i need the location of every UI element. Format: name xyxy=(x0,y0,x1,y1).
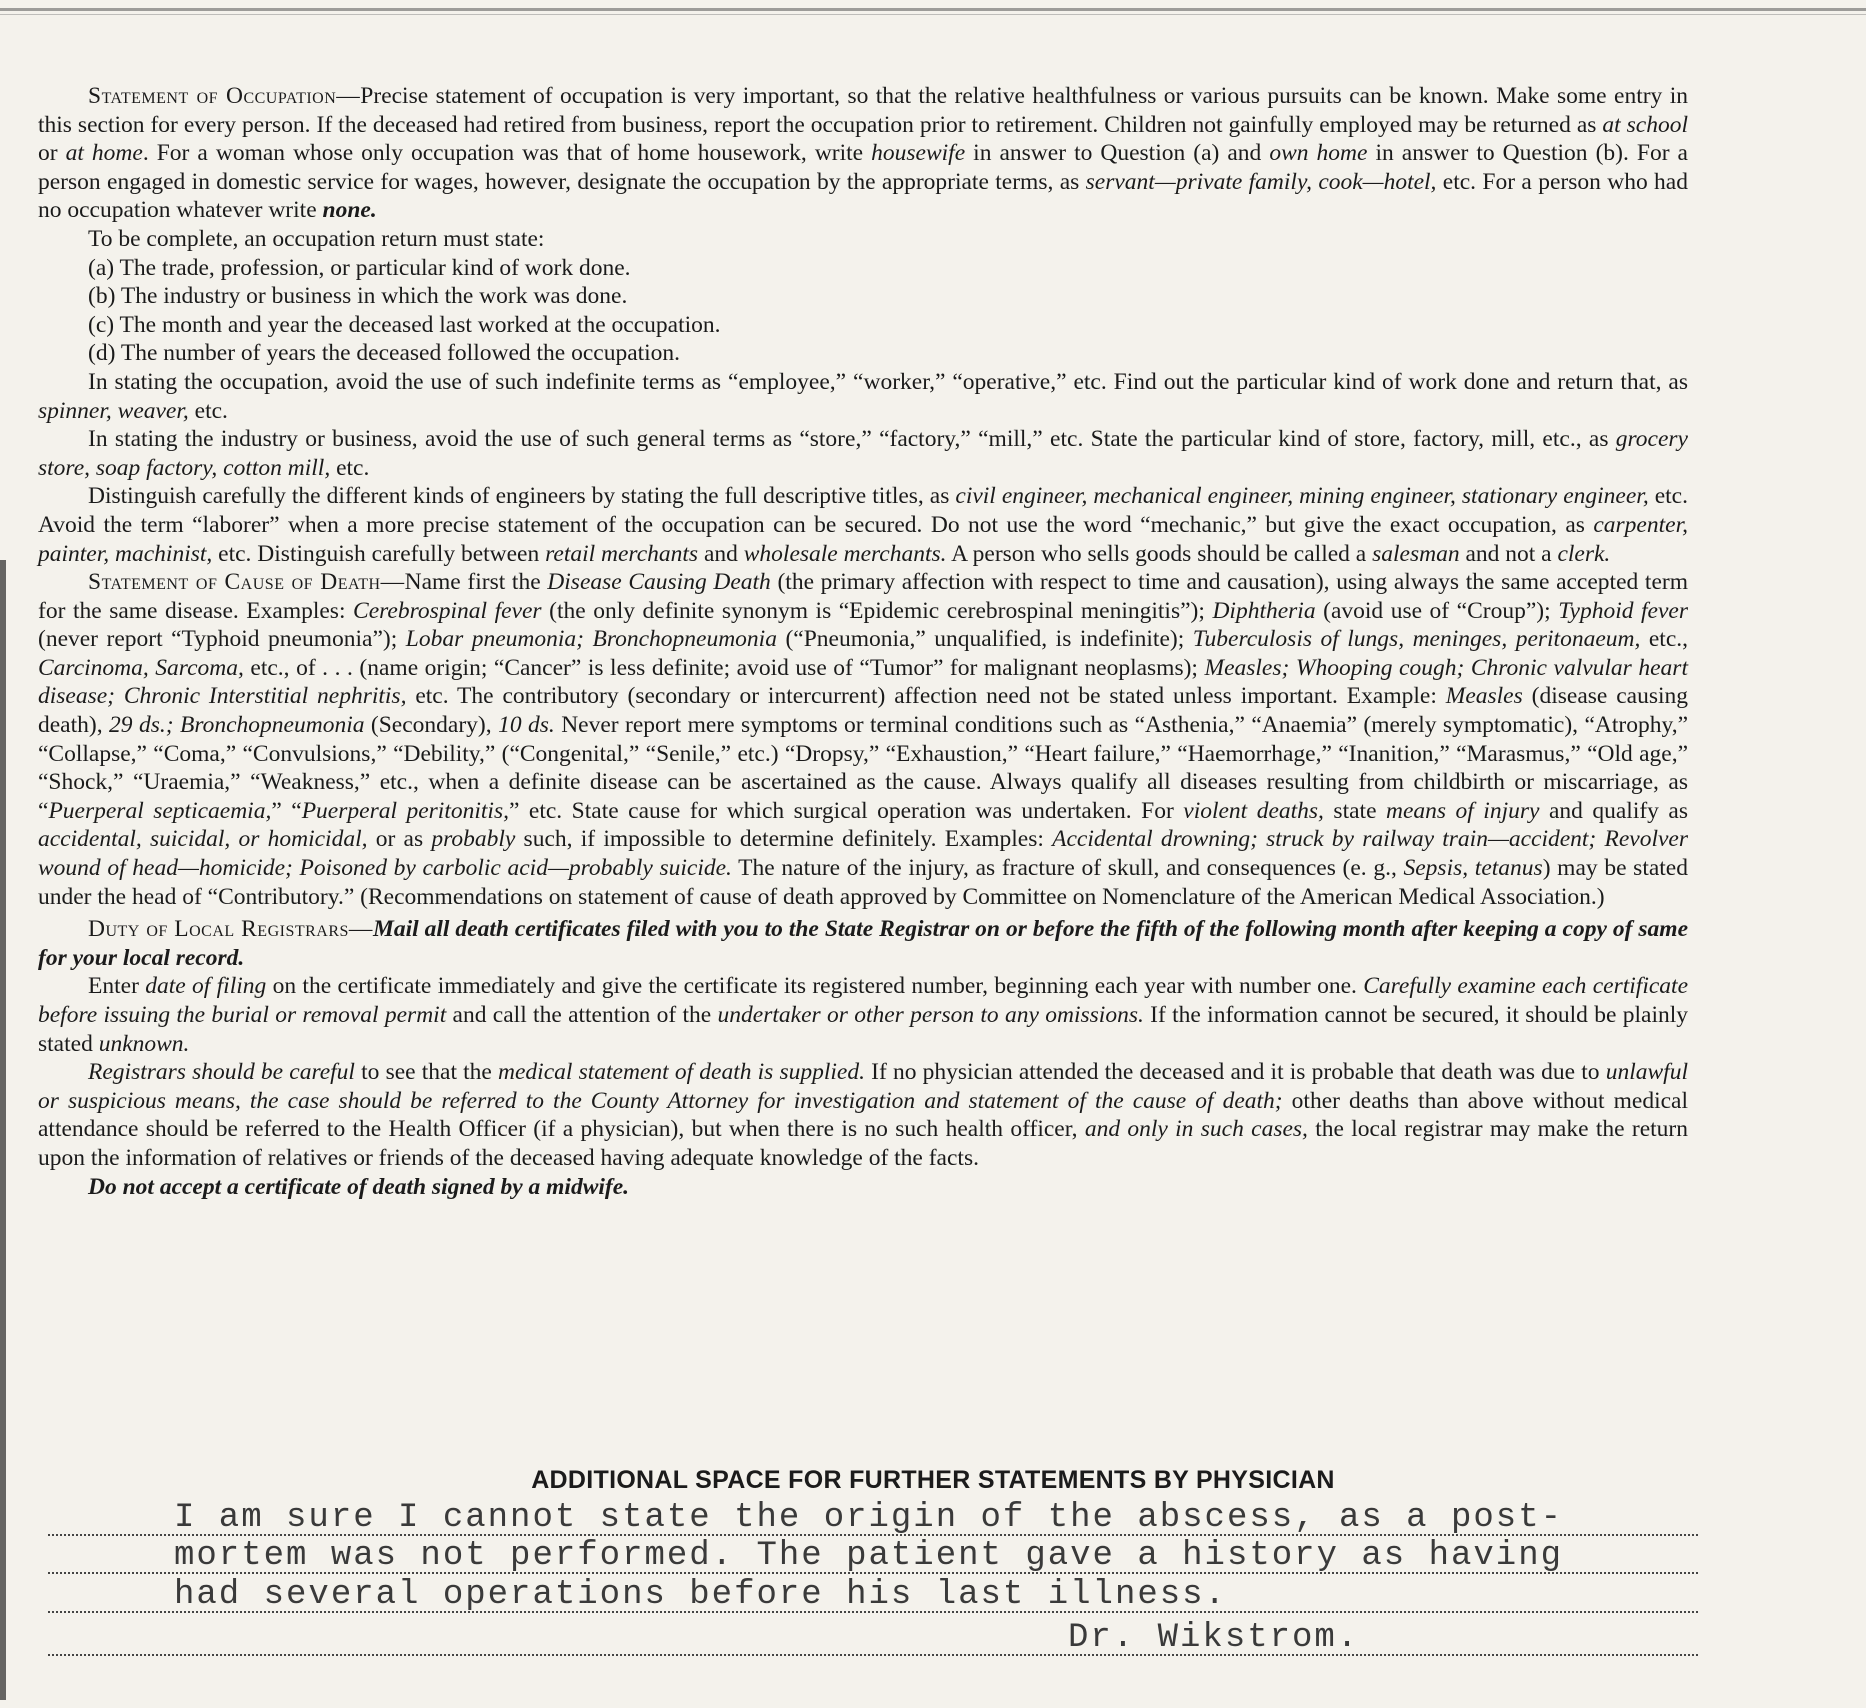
cause-text: (avoid use of “Croup”); xyxy=(1315,597,1559,624)
physician-statement-line-3: had several operations before his last illness. xyxy=(48,1577,1698,1613)
avoid-text: etc. xyxy=(330,454,370,481)
filing-text: If the information cannot be secured, it should be plainly stated xyxy=(38,1002,1689,1057)
cause-text: Name first the xyxy=(404,569,548,596)
occupation-text: . For a woman whose only occupation was that of home housework, write xyxy=(142,140,872,167)
occupation-heading: Statement of Occupation— xyxy=(88,83,361,109)
cause-example: 29 ds.; Bronchopneumonia xyxy=(109,712,365,739)
cause-example: Typhoid fever xyxy=(1558,597,1688,624)
occupation-example: own home xyxy=(1269,140,1368,167)
cause-example: Puerperal peritonitis, xyxy=(301,797,509,824)
midwife-text: Do not accept a certificate of death signed by a midwife. xyxy=(88,1173,630,1200)
cause-example: Measles xyxy=(1445,683,1523,710)
registrars-careful-paragraph xyxy=(38,1058,1688,1172)
list-item: (d) The number of years the deceased followed the occupation. xyxy=(88,340,681,367)
cause-text: etc., xyxy=(1640,626,1689,653)
careful-text: to see that the xyxy=(354,1059,499,1086)
filing-text: Enter xyxy=(88,973,146,1000)
engineers-example: retail merchants xyxy=(545,540,699,567)
cause-example: Cerebrospinal fever xyxy=(353,597,542,624)
instructions-text xyxy=(38,82,1688,1201)
engineers-text: and xyxy=(698,540,744,567)
engineers-text: Distinguish carefully the different kinds of engineers by stating the full descriptive titles, as xyxy=(88,483,956,510)
top-border-line xyxy=(0,8,1866,11)
cause-text: or as xyxy=(367,826,432,853)
cause-example: Tuberculosis of lungs, meninges, peritonaeum, xyxy=(1192,626,1641,653)
cause-heading: Statement of Cause of Death— xyxy=(88,569,405,596)
cause-example: Lobar pneumonia; Bronchopneumonia xyxy=(405,626,777,653)
cause-text: (never report “Typhoid pneumonia”); xyxy=(38,626,406,653)
careful-emphasis: Registrars should be careful xyxy=(88,1059,355,1086)
physician-statement-line-1: I am sure I cannot state the origin of the abscess, as a post- xyxy=(48,1500,1698,1536)
cause-example: Accidental drowning; struck by railway train—accident; Revolver wound of head—homicide; Poisoned by carbolic acid—probably suicide. xyxy=(38,826,1688,882)
cause-text: ) may be stated under the head of “Contributory.” (Recommendations on statement of cause of death approved by Committee on Nomenclature of the American Medical Association.) xyxy=(38,855,1688,910)
cause-text: The nature of the injury, as fracture of skull, and consequences (e. g., xyxy=(731,855,1404,882)
occupation-text: in answer to Question (a) and xyxy=(965,140,1270,167)
occupation-example: none. xyxy=(322,197,377,224)
occupation-example: servant—private family, cook—hotel, xyxy=(1085,168,1437,195)
left-binding-edge xyxy=(0,560,6,1700)
engineers-text: and not a xyxy=(1459,540,1558,567)
engineers-text: etc. Avoid the term “laborer” when a more precise statement of the occupation can be secured. Do not use the word “mechanic,” but give the exact occupation, as xyxy=(38,483,1688,538)
filing-emphasis: Carefully examine each certificate before issuing the burial or removal permit xyxy=(38,973,1689,1028)
avoid-indefinite-paragraph xyxy=(38,368,1688,425)
engineers-paragraph xyxy=(38,482,1688,568)
cause-text: etc., of . . . (name origin; “Cancer” is less definite; avoid use of “Tumor” for malignant neoplasms); xyxy=(243,654,1205,681)
cause-example: violent deaths, xyxy=(1183,797,1324,824)
occupation-text: in answer to Question (b). For a person engaged in domestic service for wages, however, designate the occupation by the appropriate terms, as xyxy=(38,140,1688,195)
engineers-example: wholesale merchants. xyxy=(743,540,947,567)
occupation-paragraph xyxy=(38,82,1688,225)
cause-example: Measles; Whooping cough; Chronic valvular heart disease; Chronic Interstitial nephritis, xyxy=(38,654,1688,710)
cause-example: Carcinoma, Sarcoma, xyxy=(38,654,244,681)
filing-paragraph xyxy=(38,972,1688,1058)
careful-text: If no physician attended the deceased and it is probable that death was due to xyxy=(864,1059,1606,1086)
cause-text: (Secondary), xyxy=(364,712,499,739)
cause-example: Sepsis, tetanus xyxy=(1403,855,1543,882)
occupation-text: or xyxy=(38,140,66,167)
avoid-general-paragraph xyxy=(38,425,1688,482)
cause-text: such, if impossible to determine definitely. Examples: xyxy=(515,826,1053,853)
cause-text: and qualify as xyxy=(1539,797,1688,824)
careful-text: the local registrar may make the return upon the information of relatives or friends of the deceased having adequate knowledge of the facts. xyxy=(38,1116,1689,1171)
careful-emphasis: and only in such cases, xyxy=(1084,1116,1308,1143)
cause-of-death-paragraph xyxy=(38,568,1688,911)
occupation-example: at school xyxy=(1602,111,1688,138)
avoid-example: spinner, weaver, xyxy=(38,397,189,424)
engineers-example: civil engineer, mechanical engineer, mining engineer, stationary engineer, xyxy=(955,483,1649,510)
registrars-heading: Duty of Local Registrars— xyxy=(88,916,373,943)
avoid-text: etc. xyxy=(188,397,228,424)
complete-intro: To be complete, an occupation return must state: xyxy=(88,225,545,252)
cause-example: means of injury xyxy=(1386,797,1540,824)
engineers-example: salesman xyxy=(1372,540,1460,567)
cause-text: state xyxy=(1323,797,1386,824)
registrars-duty-paragraph xyxy=(38,915,1688,972)
cause-text: ” “ xyxy=(271,797,302,824)
list-item: (c) The month and year the deceased last worked at the occupation. xyxy=(88,311,721,338)
cause-text: (“Pneumonia,” unqualified, is indefinite); xyxy=(776,626,1193,653)
cause-example: probably xyxy=(431,826,516,853)
avoid-text: In stating the industry or business, avoid the use of such general terms as “store,” “factory,” “mill,” etc. State the particular kind of store, factory, mill, etc., as xyxy=(88,426,1616,453)
list-item: (b) The industry or business in which the work was done. xyxy=(88,283,628,310)
cause-text: Never report mere symptoms or terminal conditions such as “Asthenia,” “Anaemia” (merely symptomatic), “Atrophy,” “Collapse,” “Coma,” “Convulsions,” “Debility,” (“Congenital,” “Senile,” etc.) “Dropsy,” “Exhaustion,” “Heart failure,” “Haemorrhage,” “Inanition,” “Marasmus,” “Old age,” “Shock,” “Uraemia,” “Weakness,” etc., when a definite disease can be ascertained as the cause. Always qualify all diseases resulting from childbirth or miscarriage, as “ xyxy=(38,712,1688,824)
midwife-paragraph xyxy=(38,1173,1688,1202)
engineers-example: clerk. xyxy=(1557,540,1611,567)
cause-example: Diphtheria xyxy=(1212,597,1316,624)
physician-statement-line-2: mortem was not performed. The patient gave a history as having xyxy=(48,1538,1698,1574)
filing-text: and call the attention of the xyxy=(446,1002,718,1028)
cause-text: (the primary affection with respect to time and causation), using always the same accepted term for the same disease. Examples: xyxy=(38,569,1688,624)
cause-text: etc. The contributory (secondary or intercurrent) affection need not be stated unless important. Example: xyxy=(406,683,1446,710)
top-border-line-secondary xyxy=(0,14,1866,15)
occupation-example: at home xyxy=(65,140,143,167)
registrars-mail-text: Mail all death certificates filed with you to the State Registrar on or before the fifth of the following month after keeping a copy of same for your local record. xyxy=(38,916,1689,971)
physician-signature: Dr. Wikstrom. xyxy=(48,1620,1698,1656)
careful-emphasis: unlawful or suspicious means, the case should be referred to the County Attorney for investigation and statement of the cause of death; xyxy=(38,1059,1688,1114)
cause-text: ” etc. State cause for which surgical operation was undertaken. For xyxy=(508,797,1184,824)
filing-text: on the certificate immediately and give the certificate its registered number, beginning each year with number one. xyxy=(266,973,1364,1000)
cause-example: Puerperal septicaemia, xyxy=(48,797,272,824)
filing-emphasis: undertaker or other person to any omissions. xyxy=(717,1002,1144,1028)
additional-space-heading: ADDITIONAL SPACE FOR FURTHER STATEMENTS BY PHYSICIAN xyxy=(531,1466,1335,1494)
cause-text: (the only definite synonym is “Epidemic cerebrospinal meningitis”); xyxy=(541,597,1213,624)
avoid-text: In stating the occupation, avoid the use of such indefinite terms as “employee,” “worker,” “operative,” etc. Find out the particular kind of work done and return that, as xyxy=(88,368,1688,395)
cause-example: accidental, suicidal, or homicidal, xyxy=(38,826,368,853)
engineers-example: carpenter, painter, machinist, xyxy=(38,511,1688,567)
cause-example: Disease Causing Death xyxy=(547,569,771,596)
occupation-example: housewife xyxy=(871,140,966,167)
cause-example: 10 ds. xyxy=(498,712,555,739)
careful-emphasis: medical statement of death is supplied. xyxy=(498,1059,865,1086)
avoid-example: grocery store, soap factory, cotton mill, xyxy=(38,426,1688,481)
careful-text: other deaths than above without medical attendance should be referred to the Health Officer (if a physician), but when there is no such health officer, xyxy=(38,1087,1688,1143)
engineers-text: etc. Distinguish carefully between xyxy=(212,540,546,567)
list-item: (a) The trade, profession, or particular kind of work done. xyxy=(88,254,631,281)
cause-text: (disease causing death), xyxy=(38,683,1688,739)
occupation-text: Precise statement of occupation is very important, so that the relative healthfulness or various pursuits can be known. Make some entry in this section for every person. If the deceased had retired from business, report the occupation prior to retirement. Children not gainfully employed may be returned as xyxy=(38,83,1688,138)
filing-emphasis: date of filing xyxy=(145,973,267,1000)
occupation-text: etc. For a person who had no occupation whatever write xyxy=(38,168,1688,224)
filing-emphasis: unknown. xyxy=(98,1030,190,1057)
occupation-requirements-list xyxy=(38,254,1688,368)
engineers-text: A person who sells goods should be called a xyxy=(946,540,1373,567)
